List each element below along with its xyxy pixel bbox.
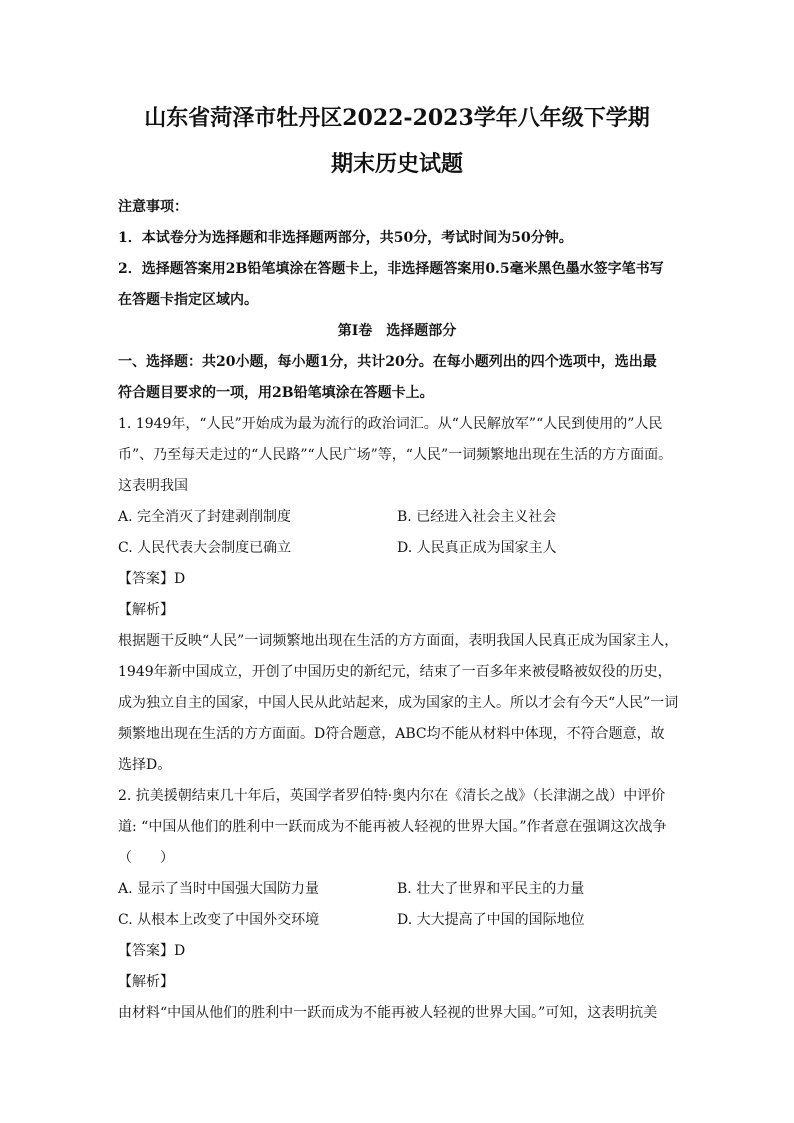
section-instruction: 符合题目要求的一项，用2B铅笔填涂在答题卡上。 (118, 385, 434, 401)
options-row (118, 533, 676, 564)
question-stem: 2. 抗美援朝结束几十年后，英国学者罗伯特·奥内尔在《清长之战》（长津湖之战）中评价 (118, 788, 666, 804)
question-1 (118, 409, 679, 781)
question-stem: 1. 1949年，“人民”开始成为最为流行的政治词汇。从“人民解放军”“人民到使用的”人民 (118, 416, 663, 432)
note-item: 1．本试卷分为选择题和非选择题两部分，共50分，考试时间为50分钟。 (118, 230, 573, 246)
analysis-line: 1949年新中国成立，开创了中国历史的新纪元，结束了一百多年来被侵略被奴役的历史， (118, 664, 672, 680)
question-stem: 道: “中国从他们的胜利中一跃而成为不能再被人轻视的世界大国。”作者意在强调这次战争 (118, 819, 667, 835)
notes-heading: 注意事项： (118, 199, 188, 215)
options-row (118, 874, 676, 905)
answer: 【答案】D (118, 571, 186, 587)
exam-title-line1: 山东省菏泽市牡丹区2022-2023学年八年级下学期 (144, 105, 650, 131)
question-stem: 币”、乃至每天走过的“人民路”“人民广场”等，“人民”一词频繁地出现在生活的方方面面。 (118, 447, 673, 463)
option-a: A. 完全消灭了封建剥削制度 (118, 509, 292, 525)
analysis-line: 选择D。 (118, 757, 172, 773)
option-a: A. 显示了当时中国强大国防力量 (118, 881, 320, 897)
options-row (118, 502, 676, 533)
note-item: 在答题卡指定区域内。 (118, 292, 258, 308)
option-c: C. 从根本上改变了中国外交环境 (118, 912, 320, 928)
analysis-line: 由材料“中国从他们的胜利中一跃而成为不能再被人轻视的世界大国。”可知，这表明抗美 (118, 1005, 658, 1021)
section-instruction: 一、选择题：共20小题，每小题1分，共计20分。在每小题列出的四个选项中，选出最 (118, 354, 657, 370)
analysis-line: 成为独立自主的国家，中国人民从此站起来，成为国家的主人。所以才会有今天“人民”一词 (118, 695, 679, 711)
option-d: D. 人民真正成为国家主人 (397, 540, 557, 556)
option-b: B. 已经进入社会主义社会 (397, 509, 557, 525)
note-item: 2．选择题答案用2B铅笔填涂在答题卡上，非选择题答案用0.5毫米黑色墨水签字笔书写 (118, 261, 664, 277)
analysis-label: 【解析】 (118, 602, 174, 618)
question-stem: （ ） (118, 850, 174, 866)
option-b: B. 壮大了世界和平民主的力量 (397, 881, 585, 897)
option-c: C. 人民代表大会制度已确立 (118, 540, 292, 556)
section-title: 第Ⅰ卷 选择题部分 (337, 323, 457, 339)
question-stem: 这表明我国 (118, 478, 188, 494)
exam-title-line2: 期末历史试题 (330, 151, 463, 177)
analysis-line: 频繁地出现在生活的方方面面。D符合题意，ABC均不能从材料中体现，不符合题意，故 (118, 726, 665, 742)
option-d: D. 大大提高了中国的国际地位 (397, 912, 585, 928)
answer: 【答案】D (118, 943, 186, 959)
analysis-line: 根据题干反映“人民”一词频繁地出现在生活的方方面面，表明我国人民真正成为国家主人， (118, 633, 679, 649)
question-2 (118, 781, 676, 1029)
options-row (118, 905, 676, 936)
analysis-label: 【解析】 (118, 974, 174, 990)
